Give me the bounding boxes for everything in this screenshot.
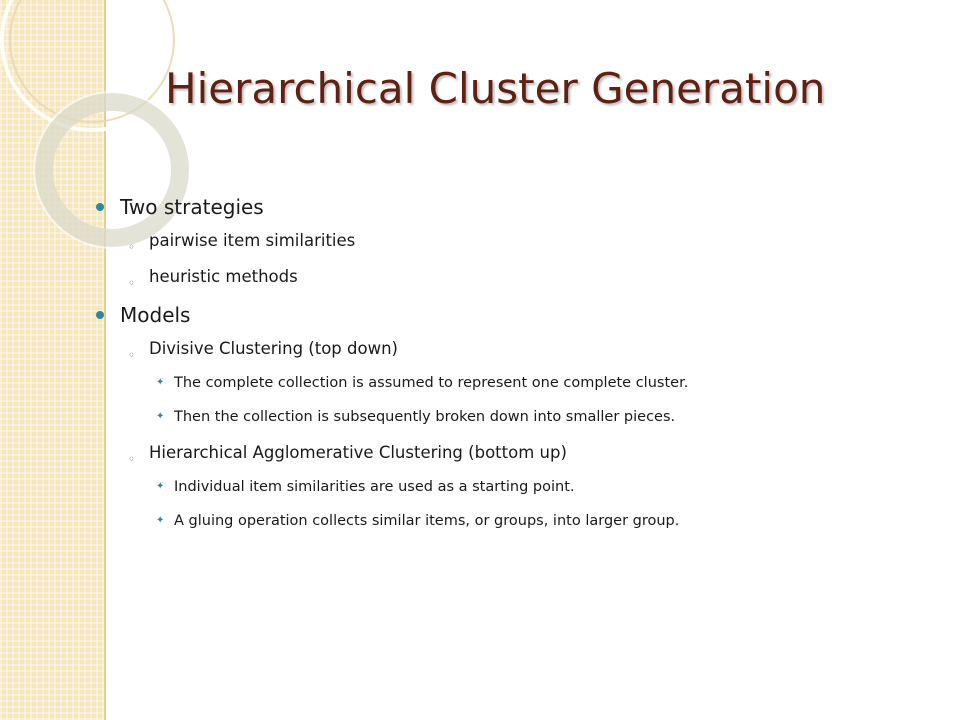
slide-title: Hierarchical Cluster Generation <box>165 64 826 113</box>
detail-bullet-agglomerative-2 <box>92 511 932 545</box>
sub-bullet-divisive <box>92 337 932 373</box>
detail-bullet-text: Individual item similarities are used as a starting point. <box>174 479 575 495</box>
sub-bullet-pairwise <box>92 229 932 265</box>
sub-bullet-text: Hierarchical Agglomerative Clustering (bottom up) <box>149 443 567 462</box>
bullet-dot-icon <box>96 311 104 319</box>
bullet-two-strategies <box>92 193 932 229</box>
bullet-dot-icon <box>96 203 104 211</box>
ring-bullet-icon: ◦ <box>128 348 136 362</box>
detail-bullet-text: The complete collection is assumed to represent one complete cluster. <box>174 375 689 391</box>
sub-bullet-text: heuristic methods <box>149 267 298 286</box>
star-bullet-icon: ✦ <box>156 377 165 388</box>
ring-bullet-icon: ◦ <box>128 276 136 290</box>
sub-bullet-text: pairwise item similarities <box>149 231 356 250</box>
detail-bullet-divisive-1 <box>92 373 932 407</box>
star-bullet-icon: ✦ <box>156 481 165 492</box>
ring-bullet-icon: ◦ <box>128 452 136 466</box>
detail-bullet-text: A gluing operation collects similar items, or groups, into larger group. <box>174 513 680 529</box>
detail-bullet-agglomerative-1 <box>92 477 932 511</box>
sub-bullet-text: Divisive Clustering (top down) <box>149 339 398 358</box>
bullet-models <box>92 301 932 337</box>
bullet-text: Two strategies <box>120 195 264 219</box>
detail-bullet-text: Then the collection is subsequently broken down into smaller pieces. <box>174 409 676 425</box>
ring-bullet-icon: ◦ <box>128 240 136 254</box>
decorative-side-band <box>0 0 106 720</box>
star-bullet-icon: ✦ <box>156 515 165 526</box>
detail-bullet-divisive-2 <box>92 407 932 441</box>
star-bullet-icon: ✦ <box>156 411 165 422</box>
slide-body <box>92 193 932 545</box>
sub-bullet-agglomerative <box>92 441 932 477</box>
sub-bullet-heuristic <box>92 265 932 301</box>
bullet-text: Models <box>120 303 191 327</box>
